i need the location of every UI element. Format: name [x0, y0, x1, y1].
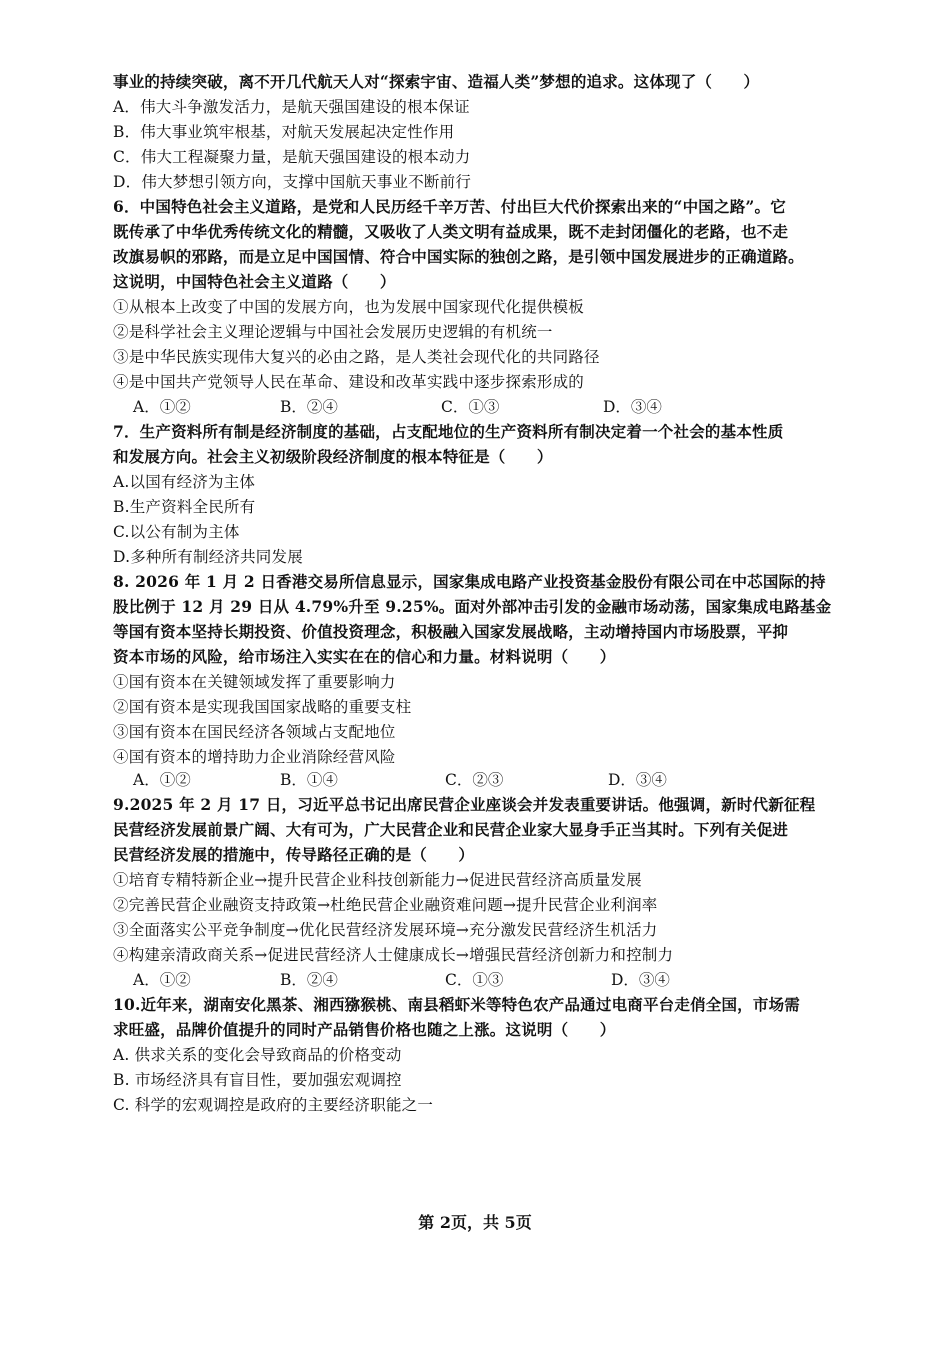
q10-stem-line: 求旺盛，品牌价值提升的同时产品销售价格也随之上涨。这说明（ ）: [113, 1020, 616, 1039]
q9-choice-c: C．①③: [445, 971, 504, 989]
q6-choices: [133, 395, 733, 419]
q9-choice-b: B．②④: [280, 971, 338, 989]
q8-choice-c: C．②③: [445, 771, 504, 789]
q7-stem-line: 和发展方向。社会主义初级阶段经济制度的根本特征是（ ）: [113, 447, 553, 466]
q8-item-4: ④国有资本的增持助力企业消除经营风险: [113, 748, 396, 766]
q9-stem-line: 民营经济发展前景广阔、大有可为，广大民营企业和民营企业家大显身手正当其时。下列有关促进: [113, 820, 789, 839]
q7-option-c: C.以公有制为主体: [113, 523, 240, 541]
q6-stem-line: 这说明，中国特色社会主义道路（ ）: [113, 272, 396, 291]
q6-choice-a: A．①②: [133, 398, 191, 416]
q6-stem-line: 既传承了中华优秀传统文化的精髓，又吸收了人类文明有益成果，既不走封闭僵化的老路，也不走: [113, 222, 789, 241]
q8-stem-line: 等国有资本坚持长期投资、价值投资理念，积极融入国家发展战略，主动增持国内市场股票，平抑: [113, 622, 789, 641]
q8-item-2: ②国有资本是实现我国国家战略的重要支柱: [113, 698, 412, 716]
q6-item-4: ④是中国共产党领导人民在革命、建设和改革实践中逐步探索形成的: [113, 373, 585, 391]
q9-item-3: ③全面落实公平竞争制度→优化民营经济发展环境→充分激发民营经济生机活力: [113, 921, 658, 939]
q6-choice-d: D．③④: [603, 398, 662, 416]
q9-choices: [133, 968, 733, 992]
page-number: 第 2页，共 5页: [418, 1213, 532, 1232]
q7-option-a: A.以国有经济为主体: [113, 473, 256, 491]
q8-choices: [133, 768, 733, 792]
q5-option-c: C．伟大工程凝聚力量，是航天强国建设的根本动力: [113, 148, 471, 166]
q9-item-4: ④构建亲清政商关系→促进民营经济人士健康成长→增强民营经济创新力和控制力: [113, 946, 674, 964]
q9-choice-d: D．③④: [611, 971, 670, 989]
q8-choice-b: B．①④: [280, 771, 338, 789]
q5-stem: 事业的持续突破，离不开几代航天人对“探索宇宙、造福人类”梦想的追求。这体现了（ ）: [113, 72, 760, 91]
q8-stem-line: 资本市场的风险，给市场注入实实在在的信心和力量。材料说明（ ）: [113, 647, 616, 666]
q5-option-d: D．伟大梦想引领方向，支撑中国航天事业不断前行: [113, 173, 472, 191]
q6-item-2: ②是科学社会主义理论逻辑与中国社会发展历史逻辑的有机统一: [113, 323, 553, 341]
q8-stem-line: 股比例于 12 月 29 日从 4.79%升至 9.25%。面对外部冲击引发的金融市场动荡，国家集成电路基金: [113, 597, 832, 616]
q8-item-3: ③国有资本在国民经济各领域占支配地位: [113, 723, 396, 741]
q6-choice-b: B．②④: [280, 398, 338, 416]
q6-stem-line: 6．中国特色社会主义道路，是党和人民历经千辛万苦、付出巨大代价探索出来的“中国之路”。它: [113, 197, 786, 216]
q6-item-3: ③是中华民族实现伟大复兴的必由之路，是人类社会现代化的共同路径: [113, 348, 600, 366]
q6-item-1: ①从根本上改变了中国的发展方向，也为发展中国家现代化提供模板: [113, 298, 585, 316]
q9-stem-line: 民营经济发展的措施中，传导路径正确的是（ ）: [113, 845, 475, 864]
q7-option-d: D.多种所有制经济共同发展: [113, 548, 303, 566]
q10-option-b: B. 市场经济具有盲目性，要加强宏观调控: [113, 1071, 402, 1089]
q10-option-c: C. 科学的宏观调控是政府的主要经济职能之一: [113, 1096, 434, 1114]
q8-choice-d: D．③④: [608, 771, 667, 789]
q7-option-b: B.生产资料全民所有: [113, 498, 256, 516]
q9-stem-line: 9.2025 年 2 月 17 日，习近平总书记出席民营企业座谈会并发表重要讲话。他强调，新时代新征程: [113, 795, 816, 814]
q7-stem-line: 7．生产资料所有制是经济制度的基础，占支配地位的生产资料所有制决定着一个社会的基本性质: [113, 422, 784, 441]
q5-option-a: A．伟大斗争激发活力，是航天强国建设的根本保证: [113, 98, 470, 116]
q9-item-2: ②完善民营企业融资支持政策→杜绝民营企业融资难问题→提升民营企业利润率: [113, 896, 658, 914]
q9-item-1: ①培育专精特新企业→提升民营企业科技创新能力→促进民营经济高质量发展: [113, 871, 642, 889]
q8-choice-a: A．①②: [133, 771, 191, 789]
q10-option-a: A. 供求关系的变化会导致商品的价格变动: [113, 1046, 402, 1064]
q6-choice-c: C．①③: [441, 398, 500, 416]
q8-stem-line: 8. 2026 年 1 月 2 日香港交易所信息显示，国家集成电路产业投资基金股份有限公司在中芯国际的持: [113, 572, 826, 591]
q6-stem-line: 改旗易帜的邪路，而是立足中国国情、符合中国实际的独创之路，是引领中国发展进步的正确道路。: [113, 247, 804, 266]
q10-stem-line: 10.近年来，湖南安化黑茶、湘西猕猴桃、南县稻虾米等特色农产品通过电商平台走俏全国，市场需: [113, 995, 800, 1014]
q5-option-b: B．伟大事业筑牢根基，对航天发展起决定性作用: [113, 123, 455, 141]
q8-item-1: ①国有资本在关键领域发挥了重要影响力: [113, 673, 396, 691]
q9-choice-a: A．①②: [133, 971, 191, 989]
